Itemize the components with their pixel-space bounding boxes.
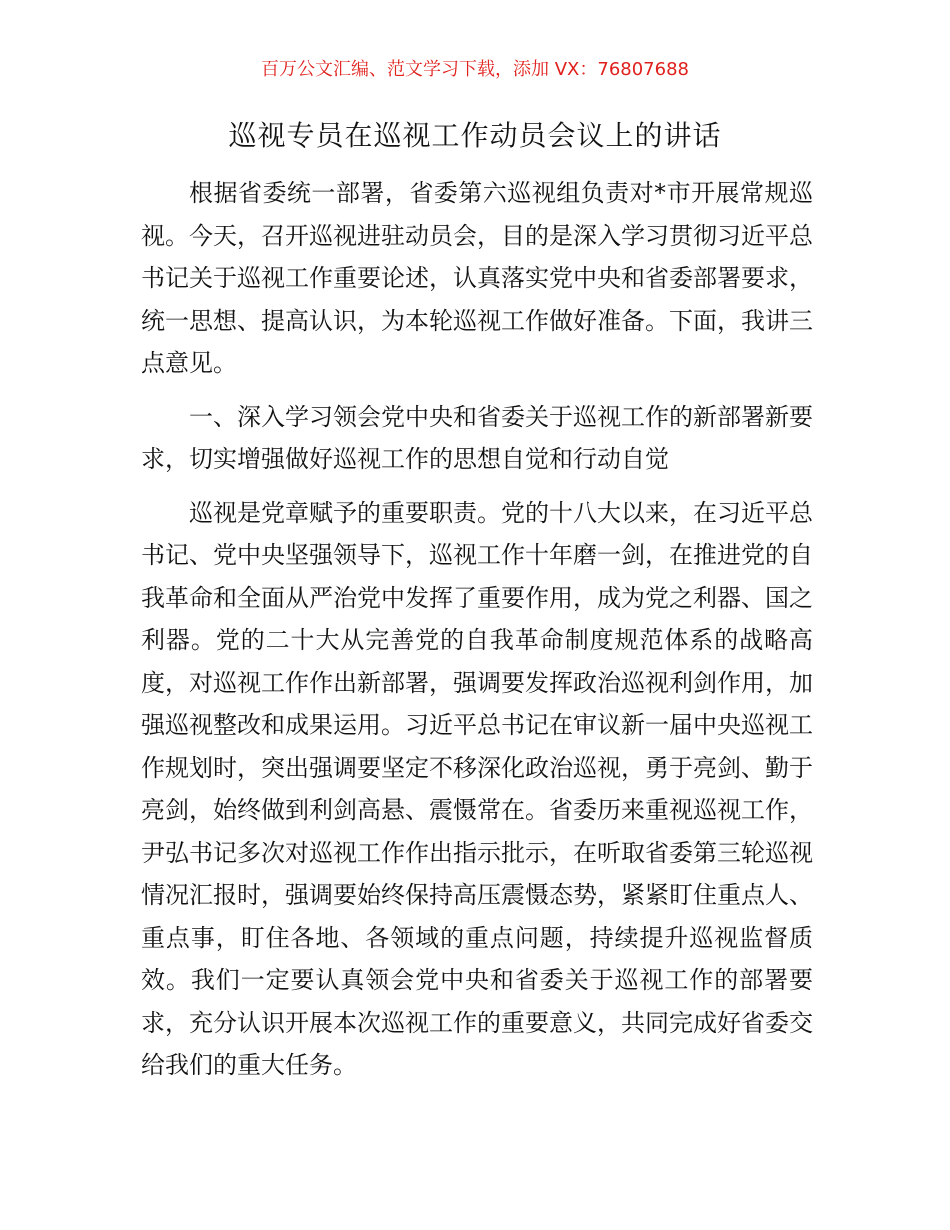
paragraph-section-heading-1: 一、深入学习领会党中央和省委关于巡视工作的新部署新要求，切实增强做好巡视工作的思想自觉和行动自觉 bbox=[141, 402, 813, 473]
paragraph-section-1-body: 巡视是党章赋予的重要职责。党的十八大以来，在习近平总书记、党中央坚强领导下，巡视工作十年磨一剑，在推进党的自我革命和全面从严治党中发挥了重要作用，成为党之利器、国之利器。党的二十大从完善党的自我革命制度规范体系的战略高度，对巡视工作作出新部署，强调要发挥政治巡视利剑作用，加强巡视整改和成果运用。习近平总书记在审议新一届中央巡视工作规划时，突出强调要坚定不移深化政治巡视，勇于亮剑、勤于亮剑，始终做到利剑高悬、震慑常在。省委历来重视巡视工作，尹弘书记多次对巡视工作作出指示批示，在听取省委第三轮巡视情况汇报时，强调要始终保持高压震慑态势，紧紧盯住重点人、重点事，盯住各地、各领域的重点问题，持续提升巡视监督质效。我们一定要认真领会党中央和省委关于巡视工作的部署要求，充分认识开展本次巡视工作的重要意义，共同完成好省委交给我们的重大任务。 bbox=[141, 498, 813, 1079]
document-body bbox=[141, 172, 813, 1098]
paragraph-intro: 根据省委统一部署，省委第六巡视组负责对*市开展常规巡视。今天，召开巡视进驻动员会，目的是深入学习贯彻习近平总书记关于巡视工作重要论述，认真落实党中央和省委部署要求，统一思想、提高认识，为本轮巡视工作做好准备。下面，我讲三点意见。 bbox=[141, 179, 813, 377]
header-note: 百万公文汇编、范文学习下载，添加 VX：76807688 bbox=[261, 59, 689, 80]
page-title: 巡视专员在巡视工作动员会议上的讲话 bbox=[228, 119, 722, 152]
